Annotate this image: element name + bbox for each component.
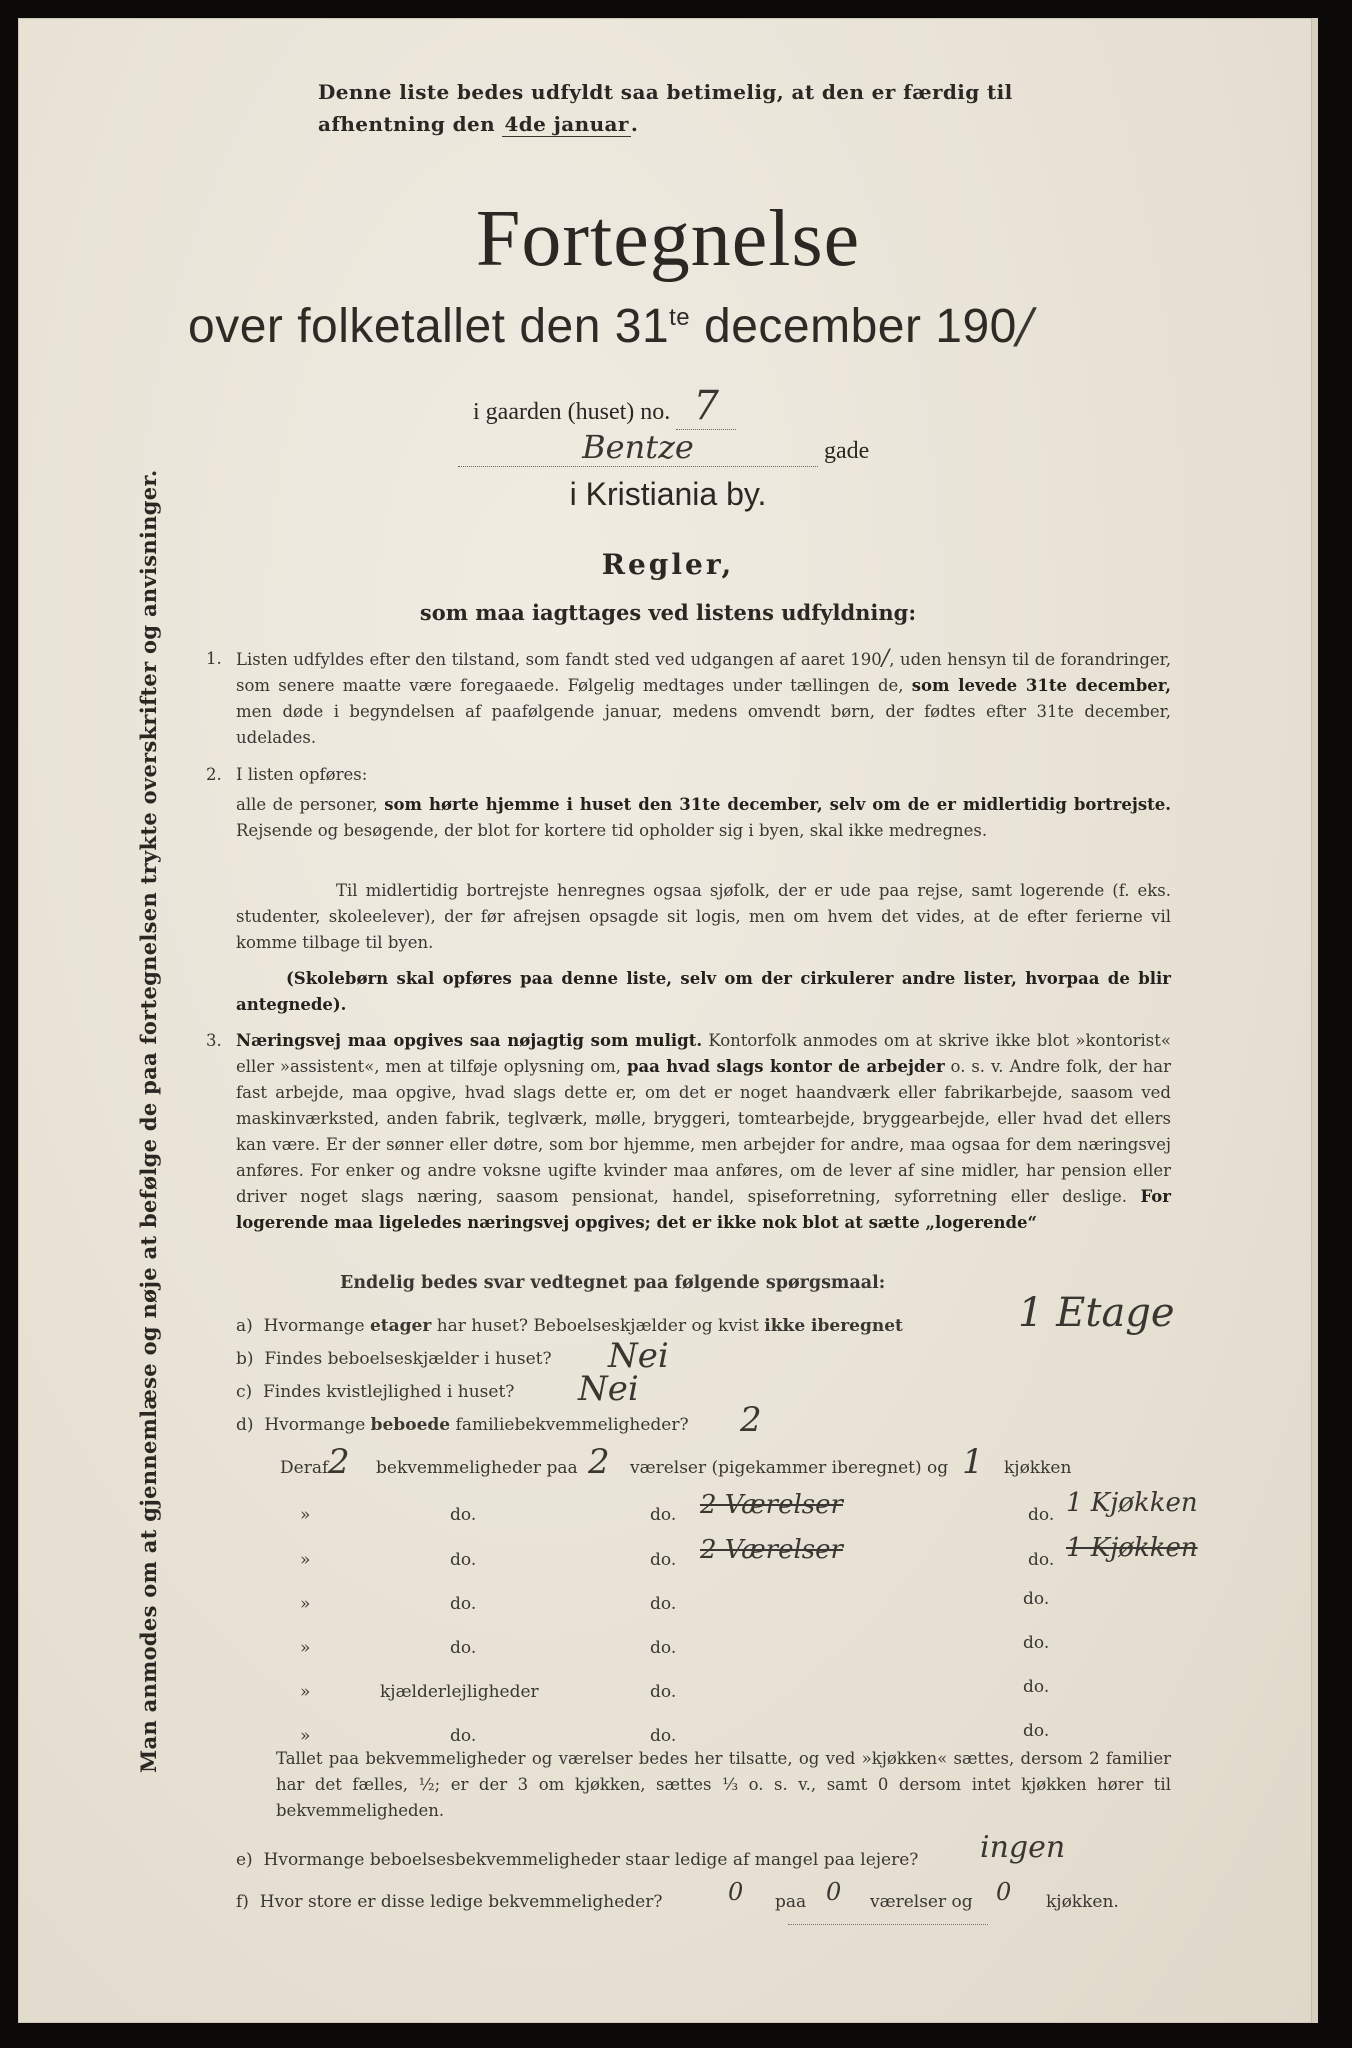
answer-b: Nei	[608, 1336, 669, 1376]
answer-d: 2	[740, 1400, 762, 1440]
vaerelser-label: værelser (pigekammer iberegnet) og	[630, 1458, 949, 1478]
city-line: i Kristiania by.	[569, 476, 767, 512]
rules-heading: Regler,	[601, 548, 735, 581]
row1-kjokken: 1 Kjøkken	[1066, 1488, 1198, 1518]
form-title: Fortegnelse	[475, 195, 861, 283]
pickup-notice	[318, 76, 1198, 140]
street-name: Bentze	[458, 428, 818, 467]
question-e: e) Hvormange beboelsesbekvemmeligheder staar ledige af mangel paa lejere?	[236, 1850, 919, 1870]
form-subtitle: over folketallet den $31^{te}$ december 190/	[188, 298, 1034, 354]
answer-f-vaerelser: 0	[826, 1878, 842, 1906]
paper-edge	[1311, 18, 1318, 2023]
answer-f-kjokken: 0	[996, 1878, 1012, 1906]
answer-f-count: 0	[728, 1878, 744, 1906]
rule-2-paragraph-2: Til midlertidig bortrejste henregnes ogsaa sjøfolk, der er ude paa rejse, samt logerende (f. eks. studenter, skoleelever), der før afrejsen opsagde sit logis, men om hvem det vides, at de efter ferierne vil komme tilbage til byen.	[236, 881, 1171, 952]
rule-2-text: alle de personer, som hørte hjemme i huset den 31te december, selv om de er midlertidig bortrejste. Rejsende og besøgende, der blot for kortere tid opholder sig i byen, skal ikke medregnes.	[236, 795, 1171, 840]
rule-2-paragraph-3: (Skolebørn skal opføres paa denne liste, selv om der cirkulerer andre lister, hvorpaa de blir antegnede).	[236, 969, 1171, 1014]
rules-subheading: som maa iagttages ved listens udfyldning:	[419, 600, 917, 625]
rule-2-heading: 2. I listen opføres:	[206, 765, 368, 784]
house-number: 7	[676, 383, 736, 430]
vaerelser-count: 2	[588, 1442, 610, 1482]
notice-line-1: Denne liste bedes udfyldt saa betimelig, at den er færdig til	[318, 80, 1013, 104]
house-number-line: i gaarden (huset) no. 7	[473, 383, 736, 430]
kjokken-label: kjøkken	[1004, 1458, 1072, 1478]
questions-intro: Endelig bedes svar vedtegnet paa følgende spørgsmaal:	[340, 1273, 886, 1293]
rule-3: 3. Næringsvej maa opgives saa nøjagtig som muligt. Kontorfolk anmodes om at skrive ikke blot »kontorist« eller »assistent«, men at tilføje oplysning om, paa hvad slags kontor de arbejder o. s. v. Andre folk, der har fast arbejde, maa opgive, hvad slags dette er, om det er noget haandværk eller fabrikarbejde, saasom ved maskinværksted, anden fabrik, teglværk, mølle, bryggeri, tomtearbejde, bryggearbejde, eller hvad det ellers kan være. Er der sønner eller døtre, som bor hjemme, men arbejder for andre, maa ogsaa for dem næringsvej anføres. For enker og andre voksne ugifte kvinder maa anføres, om de lever af sine midler, har pension eller driver noget slags næring, saasom pensionat, handel, spiseforretning, syforretning eller deslige. For logerende maa ligeledes næringsvej opgives; det er ikke nok blot at sætte „logerende“	[206, 1031, 1172, 1232]
f-kjokken-label: kjøkken.	[1046, 1892, 1119, 1912]
kjokken-count: 1	[962, 1442, 984, 1482]
row2-vaerelser: 2 Værelser	[700, 1535, 843, 1565]
census-year-digit: /	[1016, 298, 1034, 354]
side-instruction: Man anmodes om at gjennemlæse og nøje at befølge de paa fortegnelsen trykte overskrifter og anvisninger.	[136, 469, 161, 1773]
bottom-dotted-line	[788, 1924, 988, 1925]
question-b: b) Findes beboelseskjælder i huset?	[236, 1349, 552, 1369]
census-form-page: Denne liste bedes udfyldt saa betimelig, at den er færdig til afhentning den 4de januar . Fortegnelse over folketallet den $31^{te}$ december 190/ i gaarden (huset) no. 7 Bentze gade i Kristiania by. Man anmodes om at gjennemlæse og nøje at befølge de paa fortegnelsen trykte overskrifter og anvisninger. Regler, som maa iagttages ved listens udfyldning: 1. Listen udfyldes efter den tilstand, som fandt sted ved udgangen af aaret 190/, uden hensyn til de forandringer, som senere maatte være foregaaede. Følgelig medtages under tællingen de, som levede 31te december, men døde i begyndelsen af paafølgende januar, medens omvendt børn, der fødtes efter 31te december, udelades. 2. I listen opføres: alle de personer, som hørte hjemme i huset den 31te december, selv om de er midlertidig bortrejste. Rejsende og besøgende, der blot for kortere tid opholder sig i byen, skal ikke medregnes. Til midlertidig bortrejste henregnes ogsaa sjøfolk, der er ude paa rejse, samt logerende (f. eks. studenter, skoleelever), der før afrejsen opsagde sit logis, men om hvem det vides, at de efter ferierne vil komme tilbage til byen. (Skolebørn skal opføres paa denne liste, selv om der cirkulerer andre lister, hvorpaa de blir antegnede). 3. Næringsvej maa opgives saa nøjagtig som muligt. Kontorfolk anmodes om at skrive ikke blot »kontorist« eller »assistent«, men at tilføje oplysning om, paa hvad slags kontor de arbejder o. s. v. Andre folk, der har fast arbejde, maa opgive, hvad slags dette er, om det er noget haandværk eller fabrikarbejde, saasom ved maskinværksted, anden fabrik, teglværk, mølle, bryggeri, tomtearbejde, bryggearbejde, eller hvad det ellers kan være. Er der sønner eller døtre, som bor hjemme, men arbejder for andre, maa ogsaa for dem næringsvej anføres. For enker og andre voksne ugifte kvinder maa anføres, om de lever af sine midler, har pension eller driver noget slags næring, saasom pensionat, handel, spiseforretning, syforretning eller deslige. For logerende maa ligeledes næringsvej opgives; det er ikke nok blot at sætte „logerende“ Endelig bedes svar vedtegnet paa følgende spørgsmaal: a) Hvormange etager har huset? Beboelseskjælder og kvist ikke iberegnet 1 Etage b) Findes beboelseskjælder i huset? Nei c) Findes kvistlejlighed i huset? Nei d) Hvormange beboede familiebekvemmeligheder? 2 Deraf 2 bekvemmeligheder paa 2 værelser (pigekammer iberegnet) og 1 kjøkken » do. do. 2 Værelser do. 1 Kjøkken » do. do. 2 Værelser do. 1 Kjøkken » do. do. do. » do. do. do. » kjælderlejligheder do. do. » do. do. do. Tallet paa bekvemmeligheder og værelser bedes her tilsatte, og ved »kjøkken« sættes, dersom 2 familier har det fælles, ½; er der 3 om kjøkken, sættes ⅓ o. s. v., samt 0 dersom intet kjøkken hører til bekvemmeligheden. e) Hvormange beboelsesbekvemmeligheder staar ledige af mangel paa lejere? ingen f) Hvor store er disse ledige bekvemmeligheder? 0 paa 0 værelser og 0 kjøkken.	[18, 18, 1318, 2023]
street-line: Bentze gade	[458, 428, 869, 467]
question-d: d) Hvormange beboede familiebekvemmeligheder?	[236, 1415, 689, 1435]
deraf-count: 2	[328, 1442, 350, 1482]
f-vaerelser-label: værelser og	[870, 1892, 973, 1912]
question-a: a) Hvormange etager har huset? Beboelseskjælder og kvist ikke iberegnet	[236, 1316, 903, 1336]
answer-e: ingen	[980, 1830, 1066, 1865]
question-c: c) Findes kvistlejlighed i huset?	[236, 1382, 515, 1402]
question-f: f) Hvor store er disse ledige bekvemmeligheder?	[236, 1892, 663, 1912]
answer-a: 1 Etage	[1018, 1290, 1175, 1336]
deraf-label: Deraf	[280, 1458, 329, 1478]
row1-vaerelser: 2 Værelser	[700, 1490, 843, 1520]
rule-1: 1. Listen udfyldes efter den tilstand, som fandt sted ved udgangen af aaret 190/, uden hensyn til de forandringer, som senere maatte være foregaaede. Følgelig medtages under tællingen de, som levede 31te december, men døde i begyndelsen af paafølgende januar, medens omvendt børn, der fødtes efter 31te december, udelades.	[206, 646, 1171, 747]
answer-c: Nei	[578, 1369, 639, 1409]
bekv-paa-label: bekvemmeligheder paa	[376, 1458, 578, 1478]
notice-line-2: afhentning den 4de januar .	[318, 112, 639, 136]
row2-kjokken: 1 Kjøkken	[1066, 1533, 1198, 1563]
pickup-date: 4de januar	[504, 112, 629, 136]
kjokken-note: Tallet paa bekvemmeligheder og værelser bedes her tilsatte, og ved »kjøkken« sættes, dersom 2 familier har det fælles, ½; er der 3 om kjøkken, sættes ⅓ o. s. v., samt 0 dersom intet kjøkken hører til bekvemmeligheden.	[276, 1749, 1171, 1820]
f-paa-label: paa	[775, 1892, 807, 1912]
